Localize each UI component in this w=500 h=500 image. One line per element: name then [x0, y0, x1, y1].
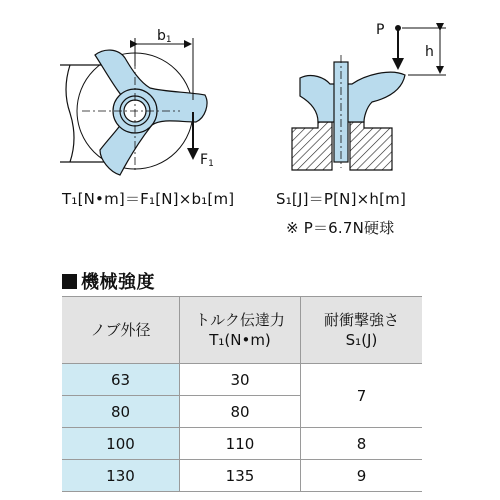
torque-formula: T₁[N•m]＝F₁[N]×b₁[m]	[62, 190, 235, 208]
cell-torque: 110	[180, 428, 301, 460]
strength-table	[62, 296, 422, 492]
cell-diameter: 130	[62, 460, 180, 492]
cell-impact: 7	[301, 364, 423, 428]
label-F1: F1	[200, 152, 214, 169]
cell-diameter: 80	[62, 396, 180, 428]
header-impact: 耐衝撃強さ S₁(J)	[301, 297, 423, 364]
table-row	[62, 428, 422, 460]
table-row	[62, 460, 422, 492]
label-h: h	[425, 44, 434, 60]
label-b1: b1	[157, 28, 172, 45]
knob-side-view	[292, 22, 446, 170]
cell-diameter: 100	[62, 428, 180, 460]
cell-torque: 135	[180, 460, 301, 492]
cell-torque: 30	[180, 364, 301, 396]
header-torque: トルク伝達力 T₁(N•m)	[180, 297, 301, 364]
square-bullet-icon	[62, 274, 77, 289]
header-diameter: ノブ外径	[62, 297, 180, 364]
table-row	[62, 364, 422, 396]
impact-formula: S₁[J]＝P[N]×h[m]	[276, 190, 407, 208]
impact-note: ※ P＝6.7N硬球	[286, 219, 395, 237]
cell-diameter: 63	[62, 364, 180, 396]
cell-torque: 80	[180, 396, 301, 428]
label-P: P	[376, 22, 385, 38]
section-title: 機械強度	[62, 268, 155, 294]
table-header-row	[62, 297, 422, 364]
cell-impact: 8	[301, 428, 423, 460]
cell-impact: 9	[301, 460, 423, 492]
knob-top-view	[60, 28, 214, 175]
